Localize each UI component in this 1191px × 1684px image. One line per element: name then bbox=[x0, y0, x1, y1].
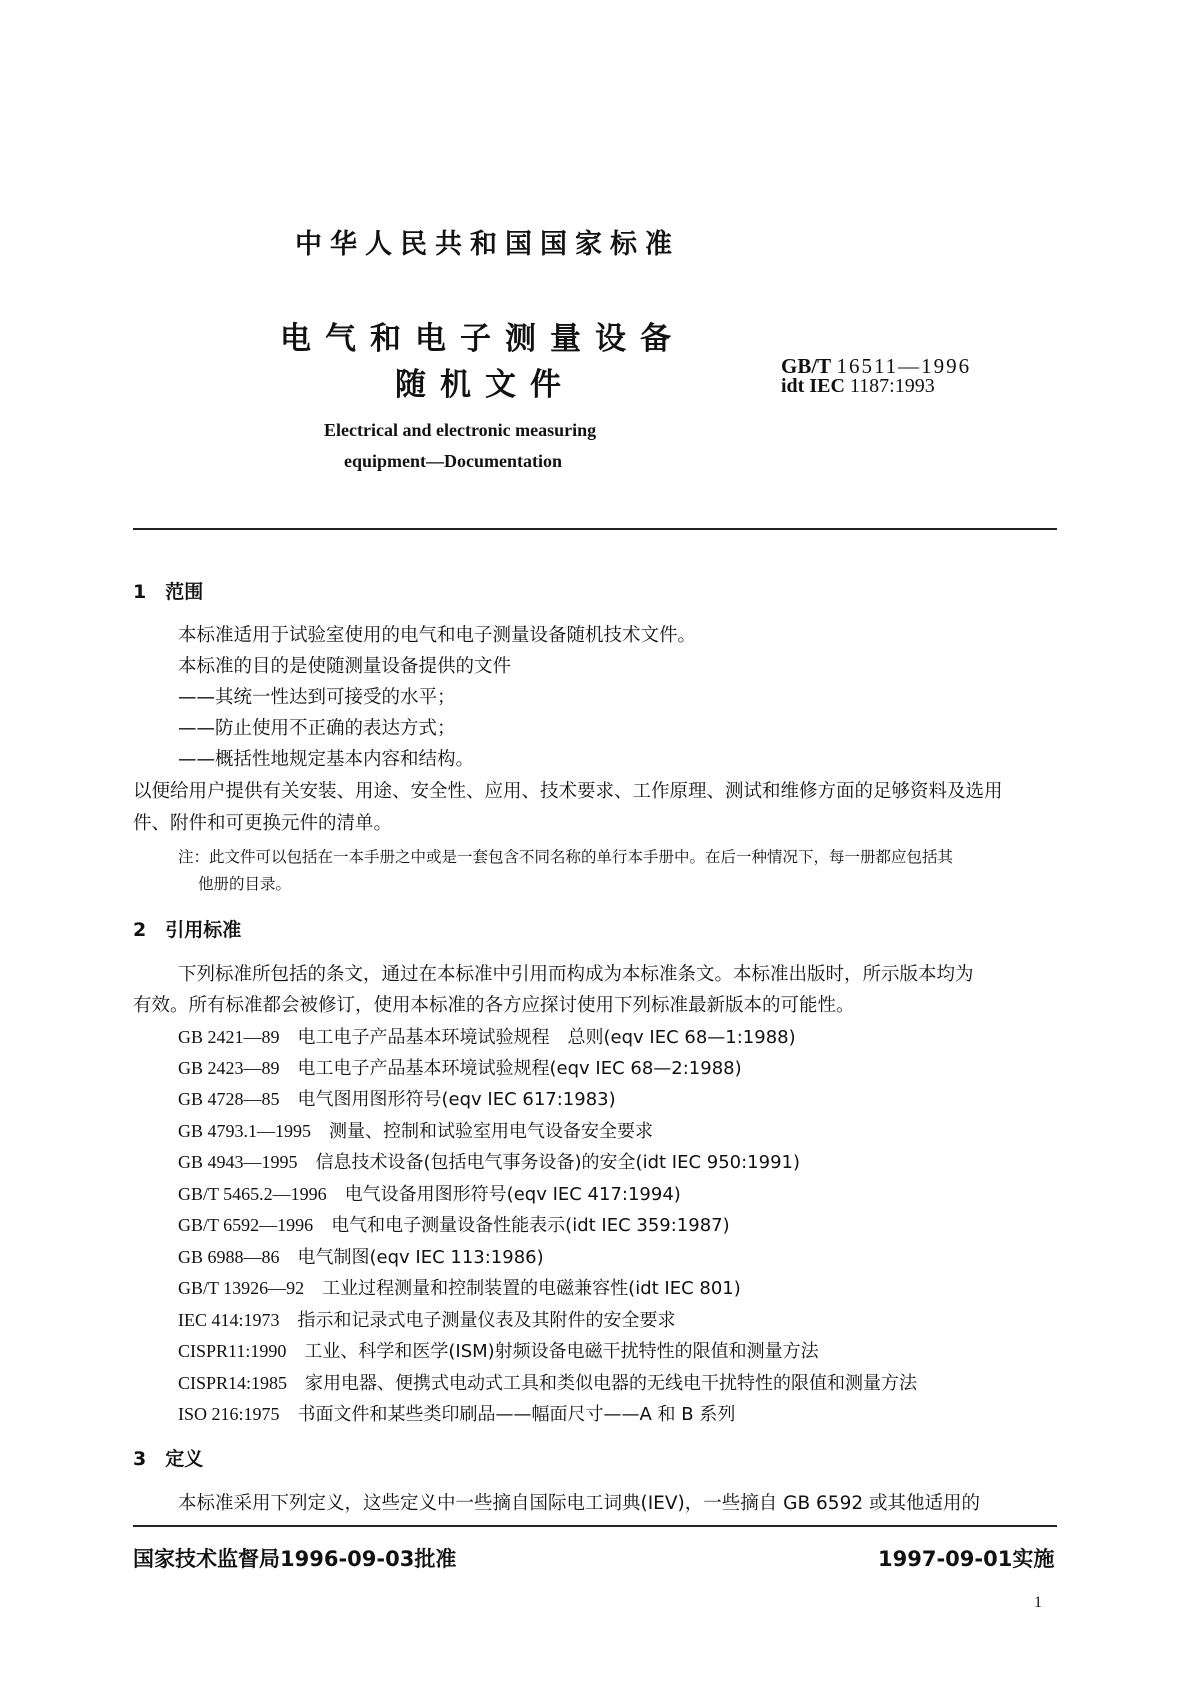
section-3-paragraph: 本标准采用下列定义，这些定义中一些摘自国际电工词典(IEV)，一些摘自 GB 6592 或其他适用的 bbox=[178, 1493, 980, 1514]
reference-title: 测量、控制和试验室用电气设备安全要求 bbox=[329, 1121, 654, 1142]
reference-code: GB 6988—86 bbox=[178, 1247, 280, 1267]
idt-number: 1187:1993 bbox=[849, 375, 935, 397]
reference-title: 电工电子产品基本环境试验规程(eqv IEC 68—2:1988) bbox=[297, 1058, 742, 1079]
reference-code: GB 4728—85 bbox=[178, 1089, 280, 1109]
reference-code: GB/T 6592—1996 bbox=[178, 1215, 314, 1235]
reference-code: ISO 216:1975 bbox=[178, 1404, 280, 1424]
reference-item bbox=[178, 1337, 819, 1363]
section-1-paragraph-3-line-1: 以便给用户提供有关安装、用途、安全性、应用、技术要求、工作原理、测试和维修方面的足够资料及选用 bbox=[133, 781, 1003, 802]
reference-item bbox=[178, 1243, 544, 1269]
reference-item bbox=[178, 1306, 676, 1332]
reference-code: IEC 414:1973 bbox=[178, 1310, 280, 1330]
reference-title: 电气制图(eqv IEC 113:1986) bbox=[297, 1247, 544, 1268]
approval-date: 国家技术监督局1996-09-03批准 bbox=[133, 1547, 457, 1571]
reference-title: 家用电器、便携式电动式工具和类似电器的无线电干扰特性的限值和测量方法 bbox=[305, 1373, 918, 1394]
english-title-line-2: equipment—Documentation bbox=[344, 451, 563, 471]
title-line-2: 随机文件 bbox=[395, 367, 575, 403]
reference-title: 电气设备用图形符号(eqv IEC 417:1994) bbox=[344, 1184, 681, 1205]
reference-title: 电气和电子测量设备性能表示(idt IEC 359:1987) bbox=[331, 1215, 730, 1236]
reference-title: 电工电子产品基本环境试验规程 总则(eqv IEC 68—1:1988) bbox=[297, 1027, 796, 1048]
reference-code: CISPR14:1985 bbox=[178, 1373, 288, 1393]
reference-item bbox=[178, 1400, 735, 1426]
reference-item bbox=[178, 1085, 616, 1111]
title-line-1: 电气和电子测量设备 bbox=[280, 321, 685, 357]
header-divider bbox=[133, 528, 1057, 530]
reference-item bbox=[178, 1117, 653, 1143]
reference-item bbox=[178, 1148, 800, 1174]
page-number: 1 bbox=[1034, 1594, 1042, 1611]
reference-title: 工业、科学和医学(ISM)射频设备电磁干扰特性的限值和测量方法 bbox=[304, 1341, 819, 1362]
section-1-bullet-2: ——防止使用不正确的表达方式； bbox=[178, 718, 456, 739]
reference-title: 电气图用图形符号(eqv IEC 617:1983) bbox=[297, 1089, 616, 1110]
standard-number-value: 16511—1996 bbox=[836, 354, 972, 378]
section-1-paragraph-3-line-2: 件、附件和可更换元件的清单。 bbox=[133, 813, 393, 834]
section-1-note-line-1: 注：此文件可以包括在一本手册之中或是一套包含不同名称的单行本手册中。在后一种情况下，每一册都应包括其 bbox=[178, 848, 954, 866]
reference-item bbox=[178, 1180, 681, 1206]
idt-prefix: idt IEC bbox=[781, 375, 845, 397]
section-1-bullet-1: ——其统一性达到可接受的水平； bbox=[178, 687, 456, 708]
implementation-date: 1997-09-01实施 bbox=[878, 1547, 1055, 1571]
section-1-paragraph-1: 本标准适用于试验室使用的电气和电子测量设备随机技术文件。 bbox=[178, 625, 697, 646]
reference-item bbox=[178, 1369, 917, 1395]
reference-title: 信息技术设备(包括电气事务设备)的安全(idt IEC 950:1991) bbox=[315, 1152, 801, 1173]
section-3-heading: 3 定义 bbox=[133, 1448, 204, 1470]
reference-item bbox=[178, 1054, 742, 1080]
reference-title: 工业过程测量和控制装置的电磁兼容性(idt IEC 801) bbox=[322, 1278, 741, 1299]
reference-code: GB/T 5465.2—1996 bbox=[178, 1184, 327, 1204]
reference-code: GB 4793.1—1995 bbox=[178, 1121, 312, 1141]
reference-title: 指示和记录式电子测量仪表及其附件的安全要求 bbox=[297, 1310, 676, 1331]
section-1-note-line-2: 他册的目录。 bbox=[198, 875, 292, 893]
section-1-paragraph-2: 本标准的目的是使随测量设备提供的文件 bbox=[178, 656, 512, 677]
reference-code: GB 4943—1995 bbox=[178, 1152, 298, 1172]
section-1-bullet-3: ——概括性地规定基本内容和结构。 bbox=[178, 749, 475, 770]
reference-code: GB 2421—89 bbox=[178, 1027, 280, 1047]
reference-code: GB/T 13926—92 bbox=[178, 1278, 305, 1298]
reference-code: GB 2423—89 bbox=[178, 1058, 280, 1078]
footer-divider bbox=[133, 1525, 1057, 1527]
national-standard-heading: 中华人民共和国国家标准 bbox=[295, 229, 680, 260]
english-title-line-1: Electrical and electronic measuring bbox=[324, 420, 597, 440]
section-2-heading: 2 引用标准 bbox=[133, 919, 242, 941]
reference-item bbox=[178, 1211, 730, 1237]
section-2-paragraph-line-1: 下列标准所包括的条文，通过在本标准中引用而构成为本标准条文。本标准出版时，所示版本均为 bbox=[178, 964, 974, 985]
idt-reference bbox=[781, 375, 935, 398]
reference-title: 书面文件和某些类印刷品——幅面尺寸——A 和 B 系列 bbox=[297, 1404, 736, 1425]
section-1-heading: 1 范围 bbox=[133, 581, 204, 603]
reference-item bbox=[178, 1274, 741, 1300]
section-2-paragraph-line-2: 有效。所有标准都会被修订，使用本标准的各方应探讨使用下列标准最新版本的可能性。 bbox=[133, 995, 855, 1016]
reference-item bbox=[178, 1023, 796, 1049]
standard-prefix: GB/T bbox=[781, 354, 832, 378]
reference-code: CISPR11:1990 bbox=[178, 1341, 287, 1361]
